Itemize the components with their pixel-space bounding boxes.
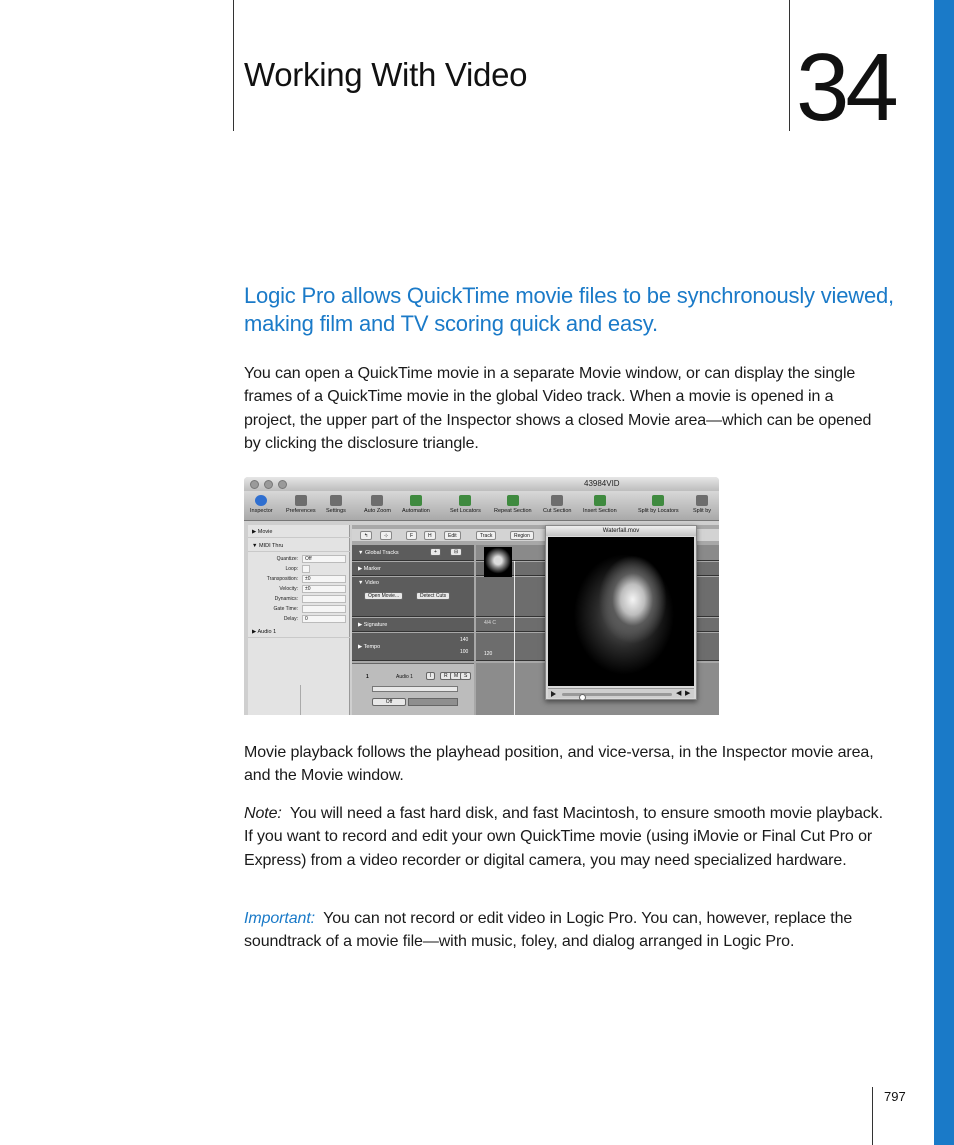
param-transposition[interactable]: Transposition: ±0: [248, 575, 350, 584]
signature-value: 4/4 C: [484, 620, 496, 626]
split-icon: [652, 495, 664, 506]
param-delay[interactable]: Delay: 0: [248, 615, 350, 624]
movie-frame: [548, 537, 694, 686]
toolbar-repeat-section-button[interactable]: Repeat Section: [494, 495, 532, 514]
toolbar-settings-button[interactable]: Settings: [326, 495, 346, 514]
header-rule-left: [233, 0, 234, 131]
mute-button[interactable]: M: [450, 672, 462, 680]
add-global-track-button[interactable]: +: [430, 548, 441, 556]
param-dynamics[interactable]: Dynamics:: [248, 595, 350, 604]
note-paragraph: [244, 802, 884, 872]
toolbar-set-locators-button[interactable]: Set Locators: [450, 495, 481, 514]
signature-track-header[interactable]: ▶ Signature: [352, 618, 474, 632]
page-number: 797: [884, 1089, 906, 1104]
inspector-audio-row[interactable]: ▶ Audio 1: [248, 627, 350, 638]
playhead[interactable]: [514, 561, 515, 715]
param-quantize[interactable]: Quantize: Off: [248, 555, 350, 564]
footer-rule: [872, 1087, 873, 1145]
movie-window-title: Waterfall.mov: [546, 526, 696, 536]
note-label: Note:: [244, 805, 282, 822]
param-velocity[interactable]: Velocity: ±0: [248, 585, 350, 594]
tempo-scale-top: 140: [460, 637, 469, 643]
header-rule-mid: [789, 0, 790, 131]
logic-pro-screenshot: [244, 477, 719, 715]
track-menu[interactable]: Track: [476, 531, 496, 540]
tempo-track-header[interactable]: ▶ Tempo 140 100: [352, 633, 474, 661]
toolbar-split-by-locators-button[interactable]: Split by Locators: [638, 495, 679, 514]
volume-fader[interactable]: [372, 686, 458, 692]
main-toolbar: [244, 491, 719, 521]
chapter-title: Working With Video: [244, 56, 528, 93]
toolbar-insert-section-button[interactable]: Insert Section: [583, 495, 617, 514]
movie-position-slider[interactable]: [562, 693, 672, 696]
edit-menu[interactable]: Edit: [444, 531, 461, 540]
off-button[interactable]: Off: [372, 698, 406, 706]
locators-icon: [459, 495, 471, 506]
play-icon[interactable]: [551, 691, 556, 697]
important-paragraph: [244, 907, 884, 954]
movie-position-knob[interactable]: [579, 694, 586, 701]
chapter-number: 34: [796, 34, 895, 141]
toolbar-cut-section-button[interactable]: Cut Section: [543, 495, 571, 514]
repeat-icon: [507, 495, 519, 506]
arrange-tool-back-icon[interactable]: ↰: [360, 531, 372, 540]
region-menu[interactable]: Region: [510, 531, 534, 540]
note-text: You will need a fast hard disk, and fast Macintosh, to ensure smooth movie playback. If you want to record and edit your own QuickTime movie (using iMovie or Final Cut Pro or Express) from a video recorder or digital camera, you may need specialized hardware.: [244, 805, 883, 869]
video-track-header[interactable]: ▼ Video Open Movie... Detect Cuts: [352, 577, 474, 617]
step-back-icon[interactable]: ◀: [676, 690, 682, 697]
inspector-channel-divider: [300, 685, 301, 715]
chapter-tab-bar: [934, 0, 954, 1145]
global-tracks-header[interactable]: ▼ Global Tracks + ⊟: [352, 545, 474, 561]
record-enable-button[interactable]: R: [440, 672, 452, 680]
split-playhead-icon: [696, 495, 708, 506]
input-monitor-button[interactable]: I: [426, 672, 435, 680]
zoom-window-icon[interactable]: [278, 480, 287, 489]
param-loop[interactable]: Loop:: [248, 565, 350, 574]
movie-window: [545, 525, 697, 700]
inspector-panel: [248, 525, 350, 715]
chapter-lede: Logic Pro allows QuickTime movie files to be synchronously viewed, making film and TV scoring quick and easy.: [244, 283, 894, 336]
important-text: You can not record or edit video in Logic Pro. You can, however, replace the soundtrack of a movie file—with music, foley, and dialog arranged in Logic Pro.: [244, 910, 853, 951]
arrange-tool-icon[interactable]: ⊹: [380, 531, 392, 540]
zoom-icon: [371, 495, 383, 506]
inspector-movie-row[interactable]: ▶ Movie: [248, 527, 350, 538]
step-forward-icon[interactable]: ▶: [685, 690, 691, 697]
toolbar-auto-zoom-button[interactable]: Auto Zoom: [364, 495, 391, 514]
param-gate-time[interactable]: Gate Time:: [248, 605, 350, 614]
tempo-scale-bottom: 100: [460, 649, 469, 655]
configure-global-tracks-button[interactable]: ⊟: [450, 548, 462, 556]
automation-icon: [410, 495, 422, 506]
audio-track-number: 1: [366, 674, 369, 680]
window-titlebar: [244, 477, 719, 491]
marker-track-header[interactable]: ▶ Marker: [352, 562, 474, 576]
arrange-tool-h-icon[interactable]: H: [424, 531, 436, 540]
audio-track-name: Audio 1: [396, 674, 413, 680]
solo-button[interactable]: S: [460, 672, 471, 680]
switch-icon: [295, 495, 307, 506]
window-title: 43984VID: [584, 479, 620, 488]
minimize-window-icon[interactable]: [264, 480, 273, 489]
toolbar-inspector-button[interactable]: Inspector: [250, 495, 273, 514]
toolbar-split-by-button[interactable]: Split by: [693, 495, 711, 514]
audio-track-strip[interactable]: [352, 663, 474, 715]
playback-paragraph: Movie playback follows the playhead position, and vice-versa, in the Inspector movie area, and the Movie window.: [244, 744, 874, 785]
arrange-tool-f-icon[interactable]: F: [406, 531, 417, 540]
scissors-icon: [551, 495, 563, 506]
settings-icon: [330, 495, 342, 506]
important-label: Important:: [244, 910, 316, 927]
detect-cuts-button[interactable]: Detect Cuts: [416, 592, 450, 600]
automation-mode-field[interactable]: [408, 698, 458, 706]
open-movie-button[interactable]: Open Movie...: [364, 592, 403, 600]
tempo-value: 120: [484, 651, 493, 657]
intro-paragraph: You can open a QuickTime movie in a separate Movie window, or can display the single frames of a QuickTime movie in the global Video track. When a movie is opened in a project, the upper part of the Inspector shows a closed Movie area—which can be opened by clicking the disclosure triangle.: [244, 365, 872, 452]
inspector-midi-thru-row[interactable]: ▼ MIDI Thru: [248, 541, 350, 552]
toolbar-preferences-button[interactable]: Preferences: [286, 495, 316, 514]
insert-icon: [594, 495, 606, 506]
info-icon: [255, 495, 267, 506]
close-window-icon[interactable]: [250, 480, 259, 489]
movie-controls: [548, 688, 694, 698]
toolbar-automation-button[interactable]: Automation: [402, 495, 430, 514]
video-thumbnail: [484, 547, 512, 577]
